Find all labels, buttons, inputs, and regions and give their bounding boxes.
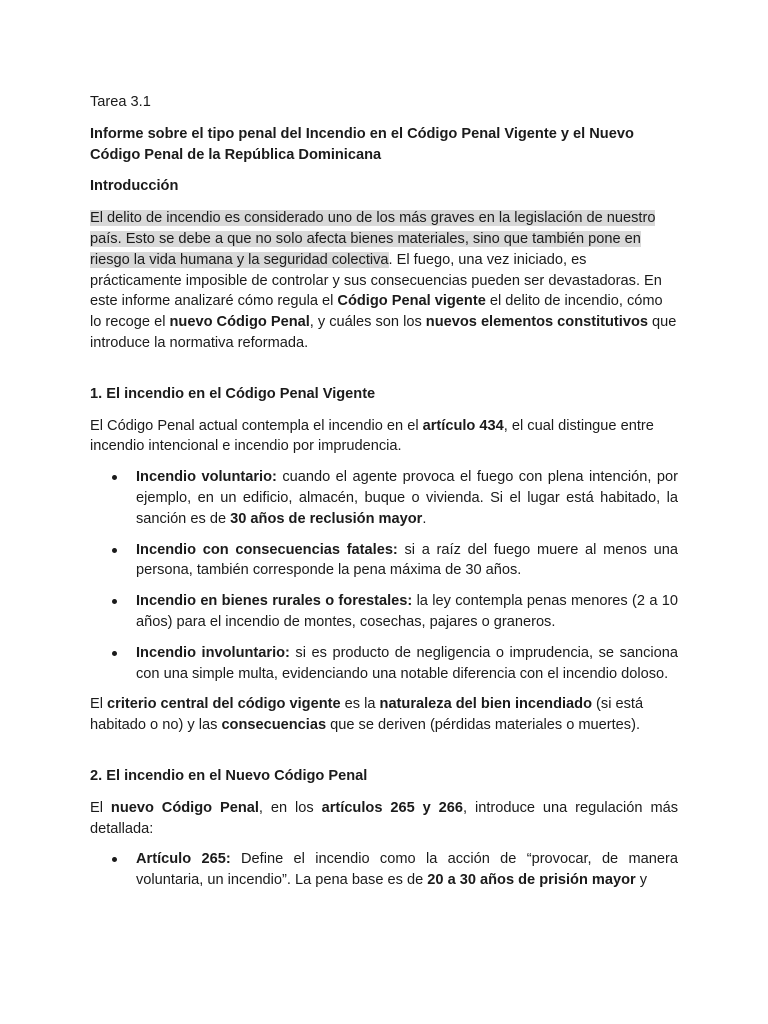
section-2-paragraph: El nuevo Código Penal, en los artículos 265 y 266, introduce una regulación más detallada: — [90, 799, 679, 837]
section-1-closing-paragraph: El criterio central del código vigente es la naturaleza del bien incendiado (si está habitado o no) y las consecuencias que se deriven (pérdidas materiales o muertes). — [90, 696, 644, 734]
highlighted-text: El delito de incendio es considerado uno de los más graves en la legislación de nuestro país. Esto se debe a que no solo afecta bienes materiales, sino que también pone en riesgo la vida humana y la seguridad colectiva — [90, 210, 656, 268]
list-item: Incendio en bienes rurales o forestales: la ley contempla penas menores (2 a 10 años) para el incendio de montes, cosechas, pajares o graneros. — [90, 591, 678, 633]
section-1-heading: 1. El incendio en el Código Penal Vigente — [90, 385, 376, 402]
list-item: Incendio involuntario: si es producto de negligencia o imprudencia, se sanciona con una simple multa, evidenciando una notable diferencia con el incendio doloso. — [90, 643, 678, 685]
list-item: Incendio con consecuencias fatales: si a raíz del fuego muere al menos una persona, también corresponde la pena máxima de 30 años. — [90, 540, 678, 582]
task-label: Tarea 3.1 — [90, 94, 151, 110]
section-1-paragraph: El Código Penal actual contempla el incendio en el artículo 434, el cual distingue entre incendio intencional e incendio por imprudencia. — [90, 417, 654, 455]
bullet-icon — [112, 599, 117, 604]
intro-paragraph: El delito de incendio es considerado uno de los más graves en la legislación de nuestro país. Esto se debe a que no solo afecta bienes materiales, sino que también pone en riesgo la vida humana y la seguridad colectiva. El fuego, una vez iniciado, es prácticamente imposible de controlar y sus consecuencias pueden ser devastadoras. En este informe analizaré cómo regula el Código Penal vigente el delito de incendio, cómo lo recoge el nuevo Código Penal, y cuáles son los nuevos elementos constitutivos que introduce la normativa reformada. — [90, 210, 677, 351]
list-item: Artículo 265: Define el incendio como la acción de “provocar, de manera voluntaria, un incendio”. La pena base es de 20 a 30 años de prisión mayor y — [90, 849, 678, 891]
bullet-icon — [112, 857, 117, 862]
intro-heading: Introducción — [90, 178, 179, 195]
section-2-heading: 2. El incendio en el Nuevo Código Penal — [90, 767, 368, 784]
document-page — [90, 92, 678, 901]
bullet-icon — [112, 475, 117, 480]
bullet-icon — [112, 651, 117, 656]
section-2-bullet-list — [90, 849, 678, 891]
list-item: Incendio voluntario: cuando el agente provoca el fuego con plena intención, por ejemplo, en un edificio, almacén, buque o vivienda. Si el lugar está habitado, la sanción es de 30 años de reclusión mayor. — [90, 467, 678, 529]
section-1-bullet-list — [90, 467, 678, 684]
document-title: Informe sobre el tipo penal del Incendio en el Código Penal Vigente y el Nuevo Código Penal de la República Dominicana — [90, 125, 634, 163]
bullet-icon — [112, 548, 117, 553]
